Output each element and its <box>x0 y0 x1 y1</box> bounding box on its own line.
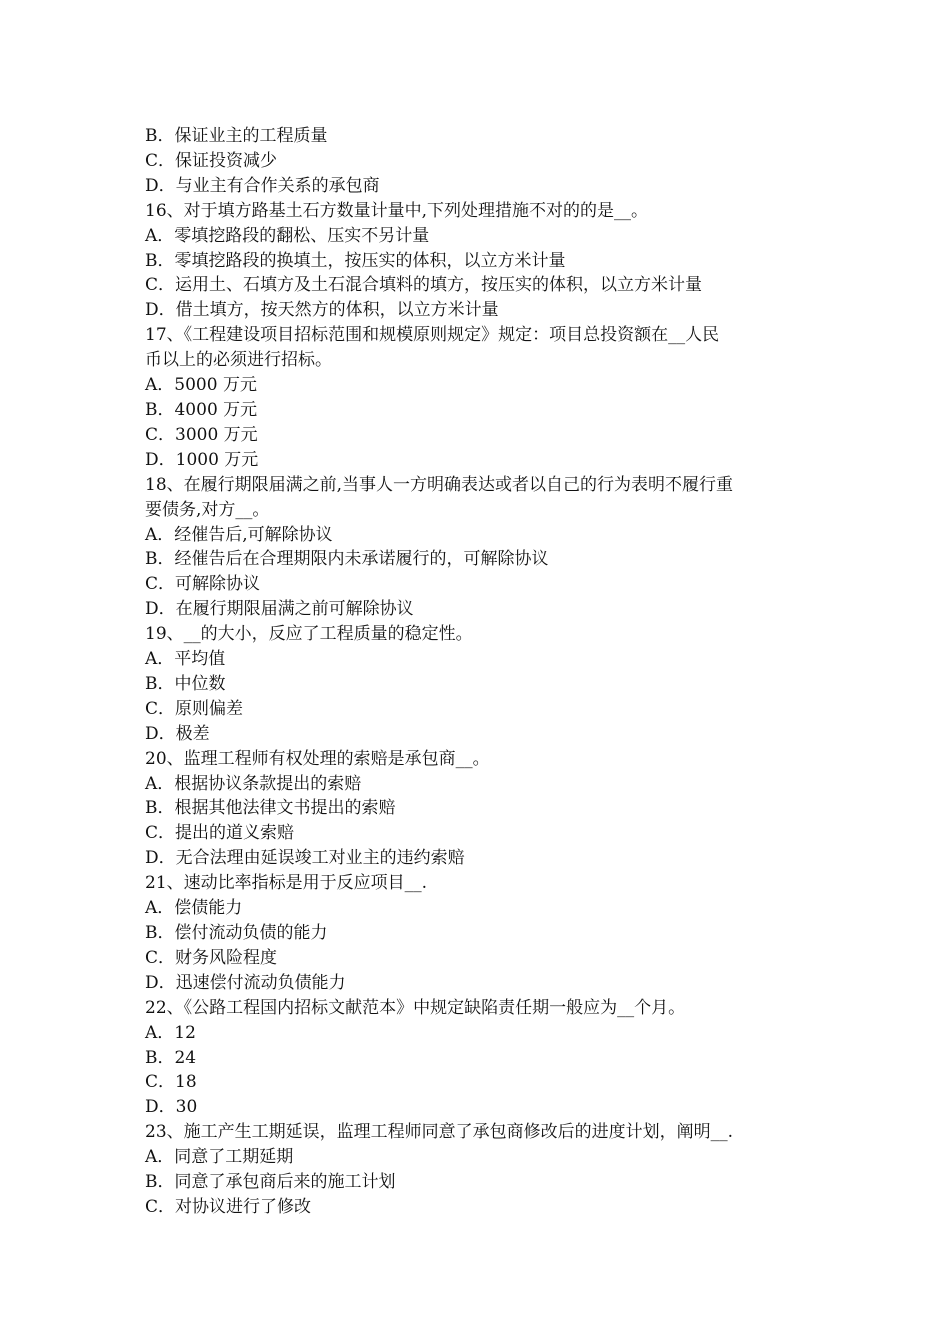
question-line: 币以上的必须进行招标。 <box>145 350 332 371</box>
question-line: 18、在履行期限届满之前,当事人一方明确表达或者以自己的行为表明不履行重 <box>145 474 734 495</box>
text-line: C．对协议进行了修改 <box>145 1196 312 1217</box>
question-line: 20、监理工程师有权处理的索赔是承包商__。 <box>145 748 490 769</box>
text-line: B．偿付流动负债的能力 <box>145 923 328 943</box>
text-line: B．经催告后在合理期限内未承诺履行的，可解除协议 <box>145 549 549 570</box>
question-line: 23、施工产生工期延误，监理工程师同意了承包商修改后的进度计划，阐明__. <box>145 1122 734 1143</box>
text-line: D．30 <box>145 1097 198 1118</box>
text-line: C．可解除协议 <box>145 574 261 595</box>
text-line: C．运用土、石填方及土石混合填料的填方，按压实的体积，以立方米计量 <box>145 275 703 296</box>
text-line: B．中位数 <box>145 673 226 694</box>
text-line: B．24 <box>145 1047 197 1068</box>
text-line: B．根据其他法律文书提出的索赔 <box>145 798 396 819</box>
text-line: C．提出的道义索赔 <box>145 823 295 844</box>
text-line: D．与业主有合作关系的承包商 <box>145 175 380 196</box>
text-line: A．经催告后,可解除协议 <box>145 524 333 545</box>
text-line: B．保证业主的工程质量 <box>145 126 328 146</box>
text-line: C．原则偏差 <box>145 698 244 719</box>
text-line: A．偿债能力 <box>145 898 243 919</box>
text-line: D．借土填方，按天然方的体积，以立方米计量 <box>145 300 499 321</box>
text-line: C．18 <box>145 1072 197 1093</box>
text-line: D．1000 万元 <box>145 449 259 470</box>
text-line: D．无合法理由延误竣工对业主的违约索赔 <box>145 848 465 869</box>
text-line: A．平均值 <box>145 649 226 670</box>
text-line: D．迅速偿付流动负债能力 <box>145 972 346 993</box>
text-line: B．零填挖路段的换填土，按压实的体积，以立方米计量 <box>145 250 566 271</box>
text-line: B．同意了承包商后来的施工计划 <box>145 1172 396 1193</box>
text-line: C．财务风险程度 <box>145 947 278 968</box>
text-line: A．5000 万元 <box>145 375 257 396</box>
question-line: 17、《工程建设项目招标范围和规模原则规定》规定：项目总投资额在__人民 <box>145 325 720 346</box>
text-line: A．同意了工期延期 <box>145 1147 294 1168</box>
question-line: 22、《公路工程国内招标文献范本》中规定缺陷责任期一般应为__个月。 <box>145 997 686 1018</box>
question-line: 16、对于填方路基土石方数量计量中,下列处理措施不对的的是__。 <box>145 200 649 221</box>
text-line: A．12 <box>145 1022 196 1043</box>
text-line: D．在履行期限届满之前可解除协议 <box>145 599 414 620</box>
text-line: B．4000 万元 <box>145 399 258 420</box>
text-line: A．零填挖路段的翻松、压实不另计量 <box>145 225 430 246</box>
text-line: A．根据协议条款提出的索赔 <box>145 773 362 794</box>
text-line: D．极差 <box>145 723 210 744</box>
question-line: 19、__的大小，反应了工程质量的稳定性。 <box>145 624 473 645</box>
document-body <box>145 124 810 1220</box>
question-line: 21、速动比率指标是用于反应项目__. <box>145 873 428 894</box>
text-line: C．保证投资减少 <box>145 150 278 171</box>
text-line: C．3000 万元 <box>145 424 258 445</box>
question-line: 要债务,对方__。 <box>145 499 270 520</box>
